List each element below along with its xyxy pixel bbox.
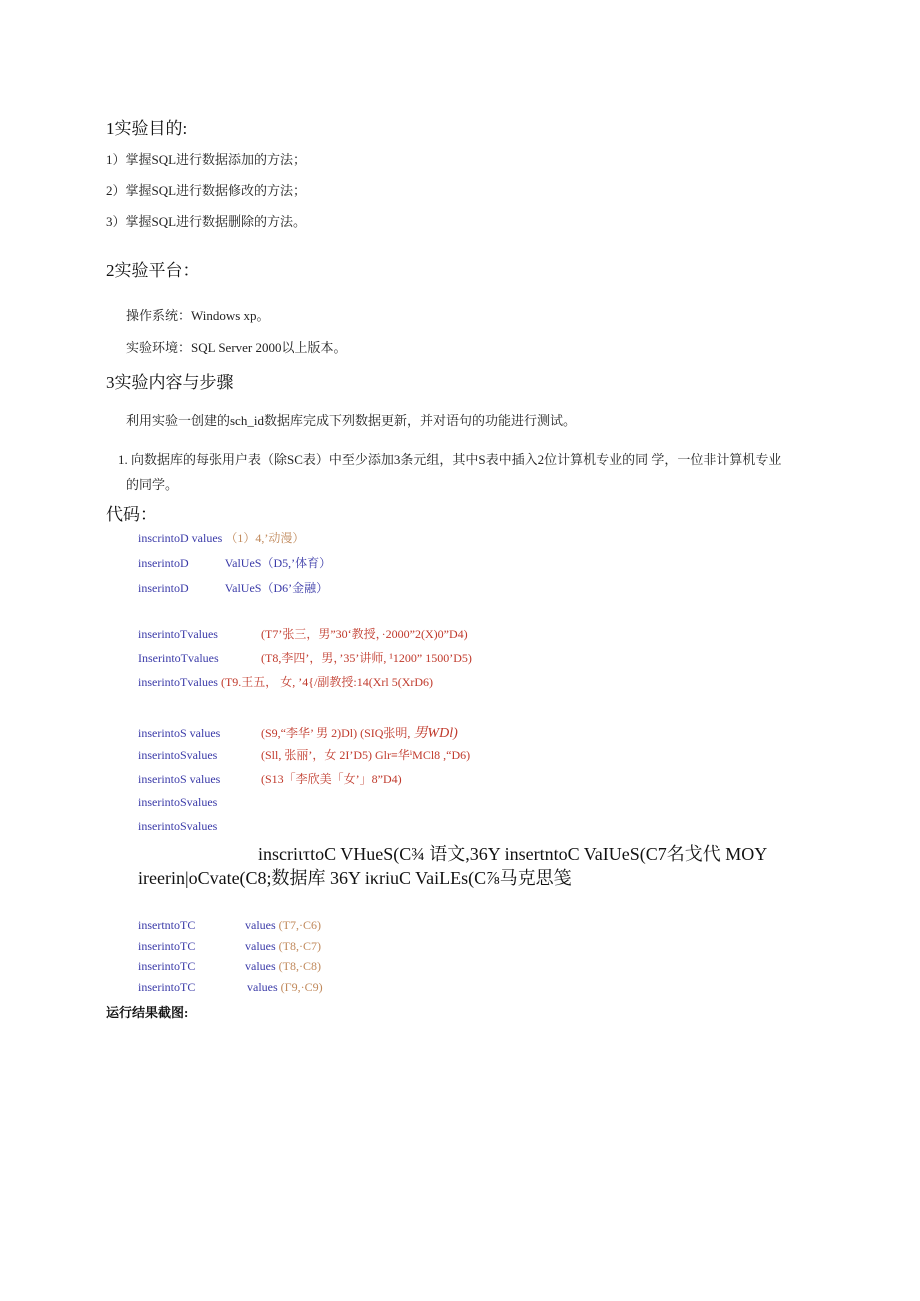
platform-os: 操作系统：Windows xp。 — [126, 308, 270, 323]
sql-keyword: inserintoTvalues — [138, 627, 218, 641]
sql-values: (T8,·C7) — [278, 939, 321, 953]
sql-keyword: inserintoTC — [138, 959, 196, 973]
code-line-t-3 — [138, 673, 433, 690]
sql-values: ValUeS（D5,’体育） — [224, 556, 332, 570]
section-1-title: 1实验目的: — [106, 119, 188, 138]
sql-values-keyword: values — [245, 959, 276, 973]
sql-keyword: inscrintoD values — [138, 531, 223, 545]
code-line-tc-4 — [138, 980, 323, 995]
sql-values: (T9.王五， 女, ’4{/副教授:14(Xrl 5(XrD6) — [220, 675, 434, 689]
code-line-tc-1 — [138, 918, 321, 933]
platform-env: 实验环境：SQL Server 2000以上版本。 — [126, 340, 347, 355]
code-label: 代码： — [106, 505, 157, 524]
sql-keyword: inserintoSvalues — [138, 748, 218, 762]
code-line-d-1 — [138, 529, 304, 546]
code-line-s-5: inserintoSvalues — [138, 819, 218, 833]
section-2-title: 2实验平台： — [106, 261, 200, 280]
sql-keyword: inserintoS values — [138, 772, 221, 786]
code-line-tc-2 — [138, 939, 321, 954]
sql-values-keyword: values — [247, 980, 278, 994]
sql-values: (T7,·C6) — [278, 918, 321, 932]
sql-keyword: inserintoTvalues — [138, 675, 218, 689]
section-3-intro: 利用实验一创建的sch_id数据库完成下列数据更新，并对语句的功能进行测试。 — [126, 413, 576, 428]
sql-keyword: inserintoS values — [138, 726, 221, 740]
sql-keyword: inserintoTC — [138, 939, 196, 953]
code-line-s-1 — [138, 722, 458, 742]
objective-item-3: 3）掌握SQL进行数据删除的方法。 — [106, 214, 307, 229]
sql-values: （1）4,’动漫） — [225, 531, 305, 545]
code-line-t-2 — [138, 649, 472, 666]
section-3-title: 3实验内容与步骤 — [106, 373, 234, 392]
code-line-tc-3 — [138, 959, 321, 974]
sql-keyword: inserintoD — [138, 556, 189, 570]
code-line-t-1 — [138, 625, 468, 642]
objective-item-1: 1）掌握SQL进行数据添加的方法； — [106, 152, 307, 167]
sql-values: (T7’张三，男”30‘教授，·2000”2(X)0”D4) — [261, 627, 468, 641]
sql-keyword: InserintoTvalues — [138, 651, 219, 665]
sql-values: (S9,“李华’ 男 2)Dl) (SIQ张明, — [261, 726, 411, 740]
code-line-d-3 — [138, 579, 328, 596]
sql-values-keyword: values — [245, 939, 276, 953]
sql-values: (T8,·C8) — [278, 959, 321, 973]
result-screenshot-label: 运行结果截图: — [106, 1005, 189, 1020]
code-line-c-garbled-1: inscriιτtoC VHueS(C¾ 语文,36Y insertntoC VaIUeS(C7名戈代 MOY — [258, 844, 768, 864]
sql-keyword: inserintoTC — [138, 980, 196, 994]
objective-item-2: 2）掌握SQL进行数据修改的方法； — [106, 183, 307, 198]
sql-keyword: insertntoTC — [138, 918, 196, 932]
task-1-line-1: 1. 向数据库的每张用户表（除SC表）中至少添加3条元组，其中S表中插入2位计算机专业的同 学，一位非计算机专业 — [118, 452, 782, 467]
sql-values-italic: 男WDl) — [413, 726, 458, 741]
sql-values: ValUeS（D6’金融） — [224, 581, 329, 595]
sql-values: (Г9,·C9) — [280, 980, 323, 994]
code-line-s-2 — [138, 746, 470, 763]
code-line-c-garbled-2: ireerin|oCvate(C8;数据库 36Y iκriuC VaiLEs(C⅞马克思笺 — [138, 868, 572, 888]
sql-values-keyword: values — [245, 918, 276, 932]
sql-values: (T8,李四’，男，’35’讲师, ¹1200” 1500’D5) — [261, 651, 472, 665]
sql-keyword: inserintoD — [138, 581, 189, 595]
task-1-line-2: 的同学。 — [126, 477, 179, 492]
sql-values: (S13「李欣美「女’」8”D4) — [261, 772, 402, 786]
code-line-s-4: inserintoSvalues — [138, 795, 218, 809]
code-line-d-2 — [138, 554, 331, 571]
code-line-s-3 — [138, 770, 402, 787]
sql-values: (Sll, 张丽’，女 2I’D5) Glr≡华ⁱMCl8 ,“D6) — [261, 748, 471, 762]
